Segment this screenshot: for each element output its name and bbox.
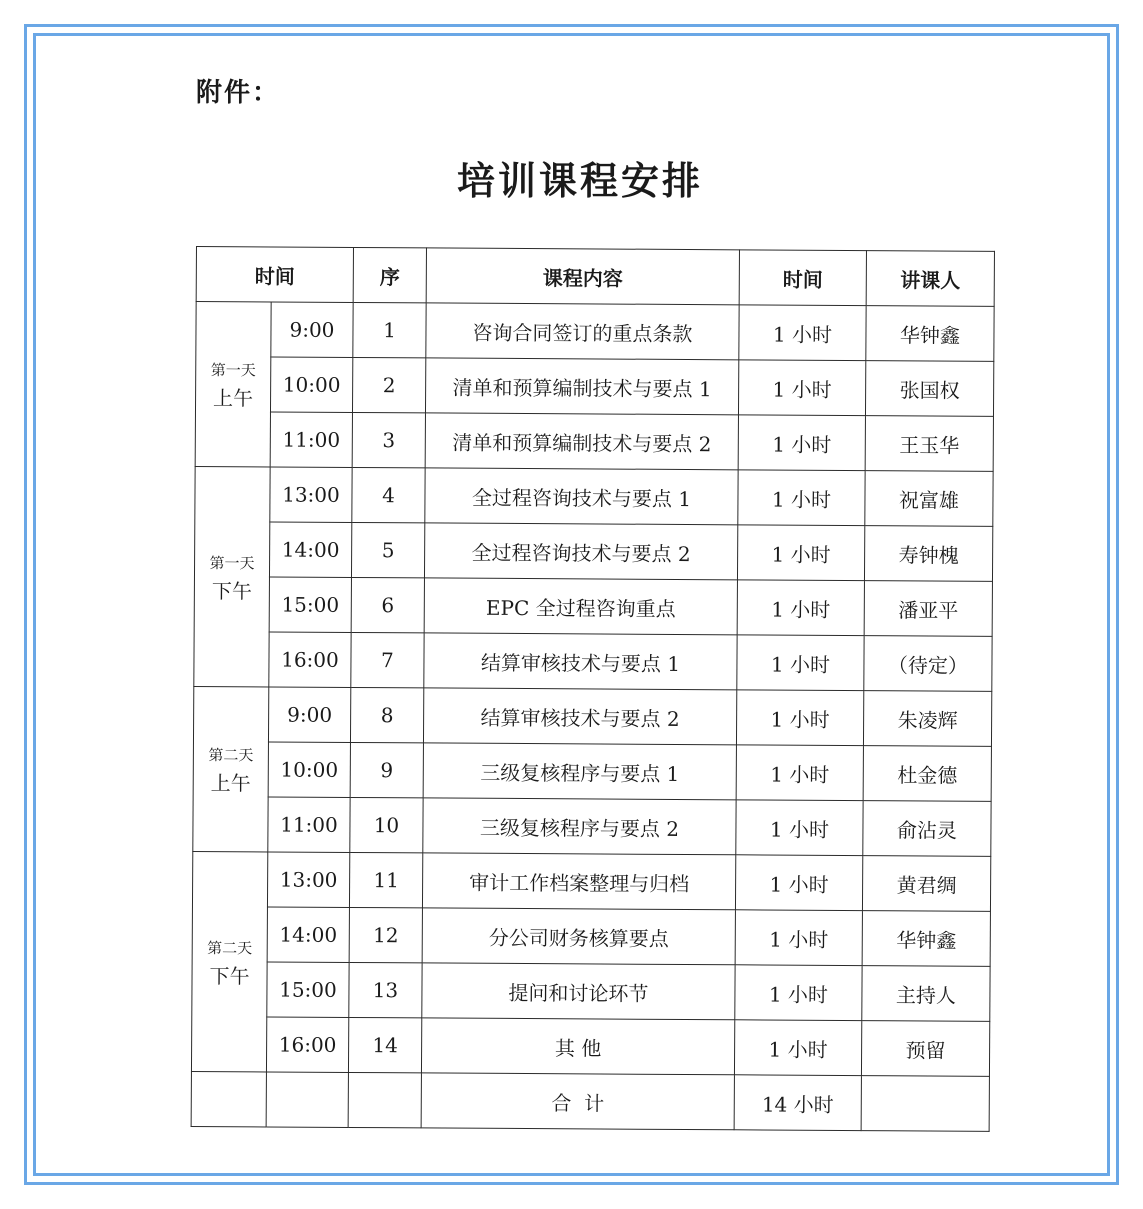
period-day-label: 第二天 bbox=[207, 938, 253, 957]
header-seq: 序 bbox=[353, 247, 426, 302]
row-duration: 1 小时 bbox=[738, 470, 865, 526]
row-duration: 1 小时 bbox=[738, 360, 865, 416]
row-seq: 12 bbox=[349, 907, 422, 962]
row-time: 13:00 bbox=[270, 467, 352, 522]
row-seq: 14 bbox=[348, 1017, 421, 1072]
row-content: 全过程咨询技术与要点 1 bbox=[425, 468, 738, 525]
row-seq: 7 bbox=[351, 632, 424, 687]
table-row bbox=[192, 961, 990, 1021]
row-seq: 6 bbox=[351, 577, 424, 632]
row-time: 11:00 bbox=[268, 797, 350, 852]
row-time: 16:00 bbox=[266, 1017, 348, 1072]
row-lecturer: 杜金德 bbox=[863, 746, 991, 802]
row-seq: 10 bbox=[350, 797, 423, 852]
row-duration: 1 小时 bbox=[734, 1020, 861, 1076]
row-time: 15:00 bbox=[269, 577, 351, 632]
row-seq: 4 bbox=[352, 467, 425, 522]
row-time: 10:00 bbox=[270, 357, 352, 412]
row-content: 结算审核技术与要点 1 bbox=[424, 633, 737, 690]
table-row bbox=[192, 906, 990, 966]
table-row bbox=[193, 686, 991, 746]
row-time: 15:00 bbox=[267, 962, 349, 1017]
row-content: 全过程咨询技术与要点 2 bbox=[424, 523, 737, 580]
row-time: 9:00 bbox=[271, 302, 353, 357]
row-duration: 1 小时 bbox=[736, 745, 863, 801]
row-duration: 1 小时 bbox=[737, 580, 864, 636]
period-half-label: 下午 bbox=[211, 578, 252, 603]
total-row bbox=[191, 1071, 989, 1131]
row-lecturer: 张国权 bbox=[865, 361, 993, 417]
table-row bbox=[193, 796, 991, 856]
row-content: 分公司财务核算要点 bbox=[422, 908, 735, 965]
total-empty-period bbox=[191, 1071, 266, 1126]
row-lecturer: 华钟鑫 bbox=[866, 306, 994, 362]
row-lecturer: 王玉华 bbox=[865, 416, 993, 472]
header-lecturer: 讲课人 bbox=[866, 251, 994, 307]
period-half-label: 下午 bbox=[209, 963, 250, 988]
table-row bbox=[195, 411, 993, 471]
row-content: EPC 全过程咨询重点 bbox=[424, 578, 737, 635]
row-seq: 5 bbox=[351, 522, 424, 577]
row-content: 三级复核程序与要点 2 bbox=[423, 798, 736, 855]
row-duration: 1 小时 bbox=[736, 690, 863, 746]
period-day1-morning bbox=[195, 302, 271, 467]
table-row bbox=[195, 466, 993, 526]
schedule-table bbox=[191, 246, 995, 1132]
row-duration: 1 小时 bbox=[737, 635, 864, 691]
row-seq: 2 bbox=[352, 357, 425, 412]
row-lecturer: 潘亚平 bbox=[864, 581, 992, 637]
row-duration: 1 小时 bbox=[737, 525, 864, 581]
header-time: 时间 bbox=[196, 247, 353, 303]
row-duration: 1 小时 bbox=[735, 910, 862, 966]
document-title: 培训课程安排 bbox=[456, 159, 703, 203]
row-lecturer: 主持人 bbox=[862, 966, 990, 1022]
row-time: 13:00 bbox=[267, 852, 349, 907]
row-duration: 1 小时 bbox=[739, 305, 866, 361]
period-day1-afternoon bbox=[194, 466, 270, 686]
table-row bbox=[195, 357, 993, 417]
row-time: 14:00 bbox=[269, 522, 351, 577]
header-duration: 时间 bbox=[739, 250, 866, 306]
period-day2-afternoon bbox=[191, 851, 267, 1071]
period-day2-morning bbox=[193, 686, 269, 851]
table-row bbox=[194, 576, 992, 636]
period-half-label: 上午 bbox=[210, 771, 251, 796]
period-half-label: 上午 bbox=[212, 386, 254, 411]
row-lecturer: 朱凌辉 bbox=[863, 691, 991, 747]
row-seq: 9 bbox=[350, 742, 423, 797]
table-row bbox=[191, 1016, 989, 1076]
period-day-label: 第一天 bbox=[209, 553, 255, 572]
row-lecturer: 黄君绸 bbox=[862, 856, 990, 912]
row-time: 14:00 bbox=[267, 907, 349, 962]
total-label: 合 计 bbox=[421, 1073, 734, 1130]
row-lecturer: 祝富雄 bbox=[865, 471, 993, 527]
row-seq: 8 bbox=[350, 687, 423, 742]
attachment-label: 附件： bbox=[196, 78, 281, 108]
header-row bbox=[196, 247, 994, 307]
row-content: 结算审核技术与要点 2 bbox=[423, 688, 736, 745]
table-row bbox=[192, 851, 990, 911]
row-seq: 1 bbox=[353, 302, 426, 357]
row-seq: 3 bbox=[352, 412, 425, 467]
row-content: 提问和讨论环节 bbox=[422, 963, 735, 1020]
header-content: 课程内容 bbox=[426, 248, 739, 305]
row-duration: 1 小时 bbox=[738, 415, 865, 471]
row-content: 其 他 bbox=[421, 1018, 734, 1075]
row-lecturer: （待定） bbox=[864, 636, 992, 692]
row-lecturer: 寿钟槐 bbox=[864, 526, 992, 582]
total-duration: 14 小时 bbox=[734, 1075, 861, 1131]
period-day-label: 第二天 bbox=[208, 746, 254, 765]
row-content: 审计工作档案整理与归档 bbox=[422, 853, 735, 910]
row-lecturer: 俞沾灵 bbox=[863, 801, 991, 857]
row-content: 清单和预算编制技术与要点 1 bbox=[425, 358, 738, 415]
row-time: 16:00 bbox=[269, 632, 351, 687]
row-lecturer: 预留 bbox=[861, 1021, 989, 1077]
row-content: 三级复核程序与要点 1 bbox=[423, 743, 736, 800]
row-time: 9:00 bbox=[268, 687, 350, 742]
row-duration: 1 小时 bbox=[735, 965, 862, 1021]
table-row bbox=[193, 741, 991, 801]
row-time: 10:00 bbox=[268, 742, 350, 797]
total-empty-time bbox=[266, 1072, 348, 1127]
row-lecturer: 华钟鑫 bbox=[862, 911, 990, 967]
period-day-label: 第一天 bbox=[210, 361, 256, 380]
total-empty-lecturer bbox=[861, 1076, 989, 1132]
row-content: 清单和预算编制技术与要点 2 bbox=[425, 413, 738, 470]
row-time: 11:00 bbox=[270, 412, 352, 467]
row-content: 咨询合同签订的重点条款 bbox=[426, 303, 739, 360]
row-duration: 1 小时 bbox=[735, 855, 862, 911]
row-seq: 13 bbox=[349, 962, 422, 1017]
table-row bbox=[194, 631, 992, 691]
row-seq: 11 bbox=[349, 852, 422, 907]
total-empty-seq bbox=[348, 1072, 421, 1127]
row-duration: 1 小时 bbox=[736, 800, 863, 856]
table-row bbox=[196, 302, 994, 362]
table-row bbox=[194, 521, 992, 581]
